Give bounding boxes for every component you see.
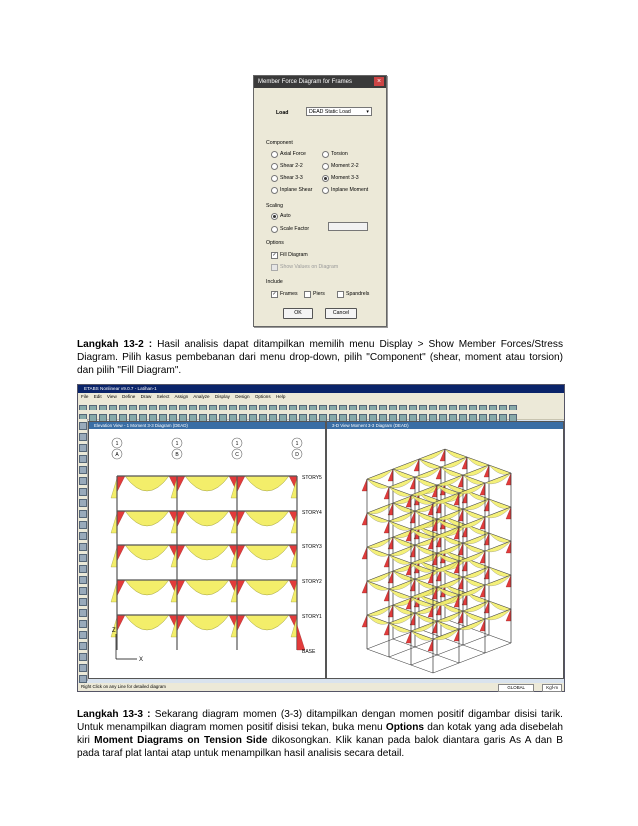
elevation-view-pane[interactable] xyxy=(88,421,326,679)
side-tool-icon[interactable] xyxy=(79,598,87,606)
positive-moment-fill xyxy=(185,476,229,491)
story-label-2: STORY2 xyxy=(302,579,322,585)
3d-beam-line xyxy=(411,665,433,673)
side-tool-icon[interactable] xyxy=(79,422,87,430)
elevation-moment-diagram xyxy=(89,429,325,678)
negative-moment-fill xyxy=(237,545,245,561)
3d-negative-fill xyxy=(362,581,367,593)
story-label-5: STORY5 xyxy=(302,475,322,481)
spandrels-checkbox[interactable] xyxy=(337,291,344,298)
radio-moment-2-2[interactable] xyxy=(322,163,329,170)
3d-negative-fill xyxy=(384,521,389,533)
3d-beam-line xyxy=(485,643,511,653)
positive-moment-fill xyxy=(245,545,289,560)
options-label: Options xyxy=(266,240,284,246)
3d-negative-fill xyxy=(362,615,367,627)
menu-design[interactable]: Design xyxy=(235,394,250,399)
column-moment-fill xyxy=(111,547,117,567)
cancel-button[interactable]: Cancel xyxy=(325,308,357,319)
side-tool-icon[interactable] xyxy=(79,521,87,529)
negative-moment-fill xyxy=(177,545,185,561)
3d-beam-line xyxy=(463,645,485,653)
menu-define[interactable]: Define xyxy=(122,394,136,399)
paragraph-step-13-3 xyxy=(77,708,563,760)
fill-diagram-checkbox[interactable]: ✓ xyxy=(272,252,277,258)
etabs-title-bar xyxy=(78,385,564,393)
3d-beam-line xyxy=(437,655,459,663)
menu-bar xyxy=(78,393,564,401)
negative-moment-fill xyxy=(117,615,125,631)
base-moment-fill xyxy=(297,625,305,650)
grid-number-3: 1 xyxy=(235,441,239,447)
menu-display[interactable]: Display xyxy=(214,394,230,399)
spandrels-label: Spandrels xyxy=(346,291,370,297)
negative-moment-fill xyxy=(117,511,125,527)
3d-negative-fill xyxy=(384,589,389,601)
scale-factor-input[interactable] xyxy=(328,222,368,231)
story-label-4: STORY4 xyxy=(302,510,322,516)
axial-force-label: Axial Force xyxy=(280,151,306,157)
menu-assign[interactable]: Assign xyxy=(174,394,189,399)
negative-moment-fill xyxy=(177,580,185,596)
radio-axial-force[interactable] xyxy=(271,151,278,158)
load-select[interactable] xyxy=(306,107,372,116)
radio-shear-3-3[interactable] xyxy=(271,175,278,182)
positive-moment-fill xyxy=(245,476,289,491)
side-tool-icon[interactable] xyxy=(79,576,87,584)
positive-moment-fill xyxy=(245,511,289,526)
side-tool-icon[interactable] xyxy=(79,664,87,672)
moment-tension-term: Moment Diagrams on Tension Side xyxy=(94,735,268,746)
grid-letter-b: B xyxy=(175,452,179,458)
radio-inplane-shear[interactable] xyxy=(271,187,278,194)
step-13-3-heading: Langkah 13-3 : xyxy=(77,709,151,720)
step-13-2-heading: Langkah 13-2 : xyxy=(77,339,153,350)
3d-view-pane[interactable] xyxy=(326,421,564,679)
step-13-3-text-1: Sekarang diagram momen (3-3) ditampilkan dengan momen positif digambar disisi tarik. Untuk menampilkan diagram momen positif disisi tekan, buka menu xyxy=(77,709,563,733)
3d-beam-line xyxy=(393,639,415,647)
side-tool-icon[interactable] xyxy=(79,554,87,562)
menu-select[interactable]: Select xyxy=(156,394,170,399)
etabs-title: ETABS Nonlinear v9.0.7 - Latihan-1 xyxy=(84,386,157,391)
elevation-pane-title: Elevation View - 1 Moment 3-3 Diagram (DEAD) xyxy=(89,422,325,429)
negative-moment-fill xyxy=(237,580,245,596)
paragraph-step-13-2 xyxy=(77,338,563,377)
units-select[interactable]: Kgf-m xyxy=(542,684,562,692)
coord-system-select[interactable]: GLOBAL xyxy=(498,684,534,692)
menu-options[interactable]: Options xyxy=(254,394,271,399)
piers-checkbox[interactable] xyxy=(304,291,311,298)
radio-inplane-moment[interactable] xyxy=(322,187,329,194)
positive-moment-fill xyxy=(125,615,169,630)
status-text: Right Click on any Line for detailed diagram xyxy=(81,684,166,689)
side-tool-icon[interactable] xyxy=(79,587,87,595)
scaling-label: Scaling xyxy=(266,203,284,209)
toolbar-secondary xyxy=(78,410,564,420)
side-tool-icon[interactable] xyxy=(79,510,87,518)
negative-moment-fill xyxy=(117,580,125,596)
3d-negative-fill xyxy=(384,623,389,635)
menu-file[interactable]: File xyxy=(81,394,89,399)
menu-help[interactable]: Help xyxy=(275,394,286,399)
3d-negative-fill xyxy=(362,513,367,525)
side-tool-icon[interactable] xyxy=(79,653,87,661)
story-label-1: STORY1 xyxy=(302,614,322,620)
side-tool-icon[interactable] xyxy=(79,532,87,540)
grid-bubbles xyxy=(112,438,302,459)
step-13-3-text-3: dikosongkan. Klik kanan pada balok diantara garis As A dan B pada taraf plat lantai atap untuk menampilkan hasil analisis secara detail. xyxy=(77,735,563,759)
grid-number-2: 1 xyxy=(175,441,179,447)
side-tool-icon[interactable] xyxy=(79,631,87,639)
grid-letter-c: C xyxy=(235,452,239,458)
member-force-dialog xyxy=(253,75,387,327)
menu-analyze[interactable]: Analyze xyxy=(193,394,210,399)
frames-label: Frames xyxy=(280,291,298,297)
menu-draw[interactable]: Draw xyxy=(140,394,152,399)
scaling-auto-label: Auto xyxy=(280,213,291,219)
etabs-window xyxy=(77,384,565,692)
frames-checkbox[interactable]: ✓ xyxy=(272,291,277,297)
3d-negative-fill xyxy=(362,479,367,491)
radio-shear-2-2[interactable] xyxy=(271,163,278,170)
load-select-value: DEAD Static Load xyxy=(309,109,351,115)
3d-negative-fill xyxy=(384,487,389,499)
positive-moment-fill xyxy=(245,580,289,595)
side-tool-icon[interactable] xyxy=(79,466,87,474)
negative-moment-fill xyxy=(237,511,245,527)
step-13-2-text: Hasil analisis dapat ditampilkan memilih menu Display > Show Member Forces/Stress Diagram. Pilih kasus pembebanan dari menu drop-down, pilih "Component" (shear, moment atau torsion) dan pilih "Fill Diagram". xyxy=(77,339,564,376)
options-term: Options xyxy=(385,722,425,733)
positive-moment-fill xyxy=(125,545,169,560)
positive-moment-fill xyxy=(245,615,289,630)
side-tool-icon[interactable] xyxy=(79,620,87,628)
column-moment-fill xyxy=(111,582,117,602)
3d-negative-fill xyxy=(362,547,367,559)
grid-number-1: 1 xyxy=(115,441,119,447)
3d-beam-line xyxy=(415,647,437,655)
grid-letter-a: A xyxy=(115,452,119,458)
load-label: Load xyxy=(276,110,289,116)
negative-moment-fill xyxy=(237,615,245,631)
3d-pane-title: 3-D View Moment 3-3 Diagram (DEAD) xyxy=(327,422,563,429)
side-tool-icon[interactable] xyxy=(79,499,87,507)
3d-beam-line xyxy=(367,649,389,657)
shear-3-3-label: Shear 3-3 xyxy=(280,175,303,181)
positive-moment-fill xyxy=(185,580,229,595)
3d-beam-line xyxy=(489,635,511,643)
positive-moment-fill xyxy=(125,476,169,491)
radio-torsion[interactable] xyxy=(322,151,329,158)
side-tool-icon[interactable] xyxy=(79,675,87,683)
inplane-shear-label: Inplane Shear xyxy=(280,187,313,193)
fill-diagram-label: Fill Diagram xyxy=(280,252,308,258)
moment-2-2-label: Moment 2-2 xyxy=(331,163,359,169)
positive-moment-fill xyxy=(125,580,169,595)
radio-scale-factor[interactable] xyxy=(271,226,278,233)
side-tool-icon[interactable] xyxy=(79,455,87,463)
status-bar xyxy=(78,683,564,691)
grid-number-4: 1 xyxy=(295,441,299,447)
menu-edit[interactable]: Edit xyxy=(93,394,102,399)
torsion-label: Torsion xyxy=(331,151,348,157)
side-tool-icon[interactable] xyxy=(79,488,87,496)
negative-moment-fill xyxy=(177,476,185,492)
dialog-title: Member Force Diagram for Frames xyxy=(254,76,386,88)
side-tool-icon[interactable] xyxy=(79,565,87,573)
side-tool-icon[interactable] xyxy=(79,477,87,485)
3d-moment-diagram xyxy=(327,429,563,678)
inplane-moment-label: Inplane Moment xyxy=(331,187,369,193)
radio-scaling-auto[interactable] xyxy=(271,213,278,220)
left-toolbar xyxy=(78,419,88,681)
step-13-3-text-2: dan kotak yang ada disebelah kiri xyxy=(77,722,563,746)
positive-moment-fill xyxy=(185,615,229,630)
include-label: Include xyxy=(266,279,283,285)
grid-letter-d: D xyxy=(295,452,299,458)
story-label-3: STORY3 xyxy=(302,544,322,550)
side-tool-icon[interactable] xyxy=(79,609,87,617)
axis-z-label: Z xyxy=(112,628,116,634)
3d-beam-line xyxy=(433,663,459,673)
column-moment-fill xyxy=(111,478,117,498)
menu-view[interactable]: View xyxy=(106,394,117,399)
story-label-base: BASE xyxy=(302,649,316,655)
moment-3-3-label: Moment 3-3 xyxy=(331,175,359,181)
side-tool-icon[interactable] xyxy=(79,642,87,650)
scale-factor-label: Scale Factor xyxy=(280,226,310,232)
negative-moment-fill xyxy=(117,545,125,561)
show-values-label: Show Values on Diagram xyxy=(280,264,339,270)
shear-2-2-label: Shear 2-2 xyxy=(280,163,303,169)
show-values-checkbox[interactable] xyxy=(271,264,278,271)
piers-label: Piers xyxy=(313,291,325,297)
3d-beam-line xyxy=(389,657,411,665)
side-tool-icon[interactable] xyxy=(79,433,87,441)
chevron-down-icon: ▾ xyxy=(366,109,369,115)
negative-moment-fill xyxy=(177,615,185,631)
column-moment-fill xyxy=(111,513,117,533)
positive-moment-fill xyxy=(125,511,169,526)
component-label: Component xyxy=(266,140,293,146)
radio-moment-3-3[interactable] xyxy=(322,175,329,182)
side-tool-icon[interactable] xyxy=(79,543,87,551)
3d-beam-line xyxy=(459,653,485,663)
negative-moment-fill xyxy=(177,511,185,527)
positive-moment-fill xyxy=(185,511,229,526)
negative-moment-fill xyxy=(117,476,125,492)
close-icon[interactable]: × xyxy=(374,77,384,86)
positive-moment-fill xyxy=(185,545,229,560)
side-tool-icon[interactable] xyxy=(79,444,87,452)
ok-button[interactable]: OK xyxy=(283,308,313,319)
3d-negative-fill xyxy=(384,555,389,567)
negative-moment-fill xyxy=(237,476,245,492)
axis-x-label: X xyxy=(139,657,144,663)
